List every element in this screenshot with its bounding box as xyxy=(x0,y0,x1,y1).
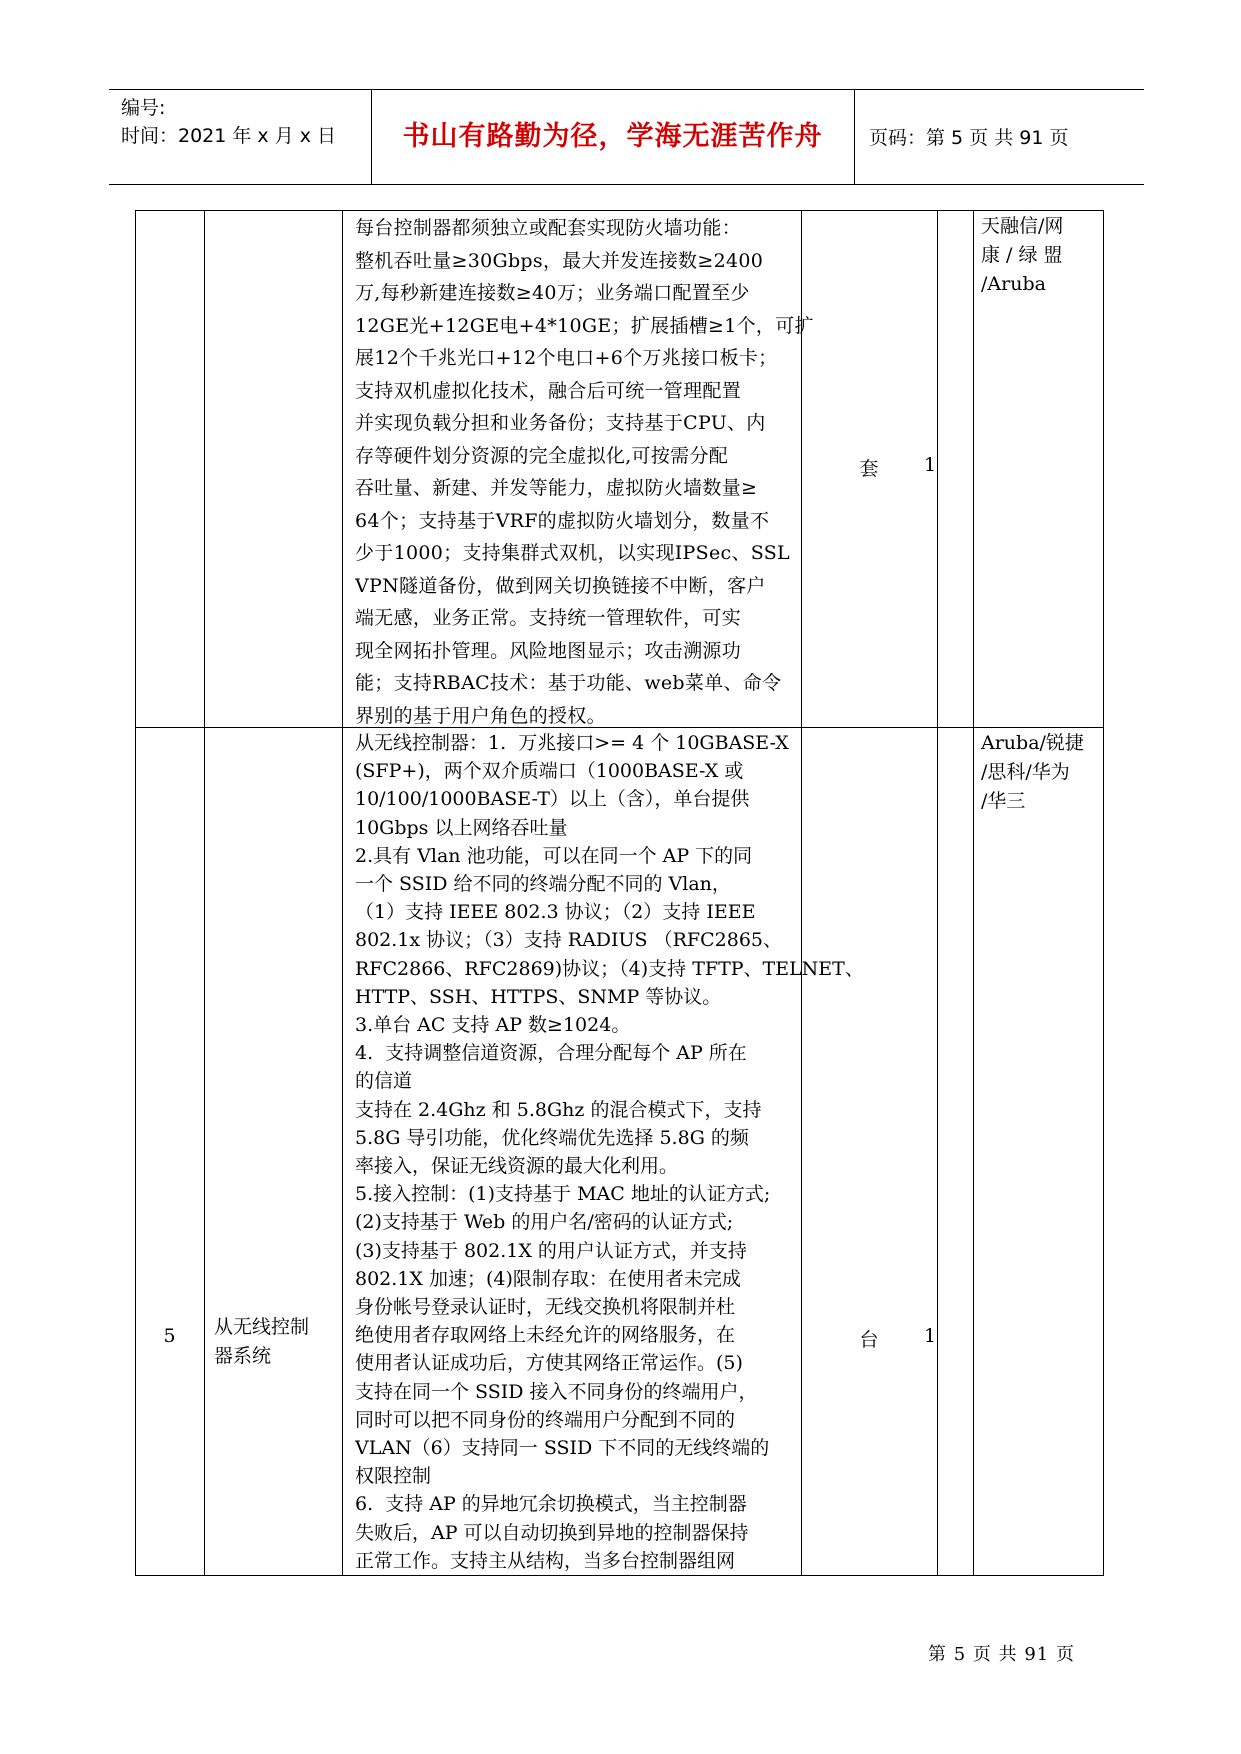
row2-unit: 台 xyxy=(859,1329,879,1351)
header-motto: 书山有路勤为径，学海无涯苦作舟 xyxy=(402,121,823,152)
row2-spec: 从无线控制器：1. 万兆接口>= 4 个 10GBASE-X (SFP+)，两个双介质端口（1000BASE-X 或 10/100/1000BASE-T）以上（含），单台提供 10Gbps 以上网络吞吐量 2.具有 Vlan 池功能，可以在同一个 AP 下的同 一个 SSID 给不同的终端分配不同的 Vlan， （1）支持 IEEE 802.3 协议；（2）支持 IEEE 802.1x 协议；（3）支持 RADIUS （RFC2865、 RFC2866、RFC2869)协议；（4)支持 TFTP、TELNET、 HTTP、SSH、HTTPS、SNMP 等协议。 3.单台 AC 支持 AP 数≥1024。 4. 支持调整信道资源，合理分配每个 AP 所在 的信道 支持在 2.4Ghz 和 5.8Ghz 的混合模式下，支持 5.8G 导引功能，优化终端优先选择 5.8G 的频 率接入，保证无线资源的最大化利用。 5.接入控制：(1)支持基于 MAC 地址的认证方式; (2)支持基于 Web 的用户名/密码的认证方式; (3)支持基于 802.1X 的用户认证方式，并支持 802.1X 加速；(4)限制存取：在使用者未完成 身份帐号登录认证时，无线交换机将限制并杜 绝使用者存取网络上未经允许的网络服务，在 使用者认证成功后，方使其网络正常运作。(5) 支持在同一个 SSID 接入不同身份的终端用户， 同时可以把不同身份的终端用户分配到不同的 VLAN（6）支持同一 SSID 下不同的无线终端的 权限控制 6. 支持 AP 的异地冗余切换模式，当主控制器 失败后，AP 可以自动切换到异地的控制器保持 正常工作。支持主从结构，当多台控制器组网 xyxy=(355,732,864,1572)
column-divider xyxy=(342,210,343,1576)
row2-qty: 1 xyxy=(923,1325,937,1347)
column-divider xyxy=(204,210,205,1576)
header-page-info: 页码：第 5 页 共 91 页 xyxy=(869,127,1069,149)
date-line: 时间：2021 年 x 月 x 日 xyxy=(121,125,337,147)
column-divider xyxy=(1103,210,1104,1576)
row2-name: 从无线控制 器系统 xyxy=(214,1316,310,1367)
header-meta xyxy=(121,94,371,150)
column-divider xyxy=(973,210,974,1576)
row1-spec: 每台控制器都须独立或配套实现防火墙功能： 整机吞吐量≥30Gbps，最大并发连接数≥2400 万,每秒新建连接数≥40万；业务端口配置至少 12GE光+12GE电+4*10GE；扩展插槽≥1个，可扩 展12个千兆光口+12个电口+6个万兆接口板卡； 支持双机虚拟化技术，融合后可统一管理配置 并实现负载分担和业务备份；支持基于CPU、内 存等硬件划分资源的完全虚拟化,可按需分配 吞吐量、新建、并发等能力，虚拟防火墙数量≥ 64个；支持基于VRF的虚拟防火墙划分，数量不 少于1000；支持集群式双机，以实现IPSec、SSL VPN隧道备份，做到网关切换链接不中断，客户 端无感，业务正常。支持统一管理软件，可实 现全网拓扑管理。风险地图显示；攻击溯源功 能；支持RBAC技术：基于功能、web菜单、命令 界别的基于用户角色的授权。 xyxy=(355,217,814,727)
page-header xyxy=(109,89,1144,185)
column-divider xyxy=(937,210,938,1576)
table-border xyxy=(135,210,1104,211)
row2-brand: Aruba/锐捷 /思科/华为 /华三 xyxy=(981,732,1084,812)
row1-qty: 1 xyxy=(923,454,937,476)
column-divider xyxy=(135,210,136,1576)
row1-unit: 套 xyxy=(859,458,879,480)
spec-table xyxy=(135,210,1104,1576)
header-divider xyxy=(854,90,855,184)
table-border xyxy=(135,1575,1104,1576)
row1-brand: 天融信/网 康 / 绿 盟 /Aruba xyxy=(981,215,1064,295)
row2-index: 5 xyxy=(163,1325,176,1347)
serial-label: 编号: xyxy=(121,97,166,119)
page-footer: 第 5 页 共 91 页 xyxy=(928,1644,1075,1665)
